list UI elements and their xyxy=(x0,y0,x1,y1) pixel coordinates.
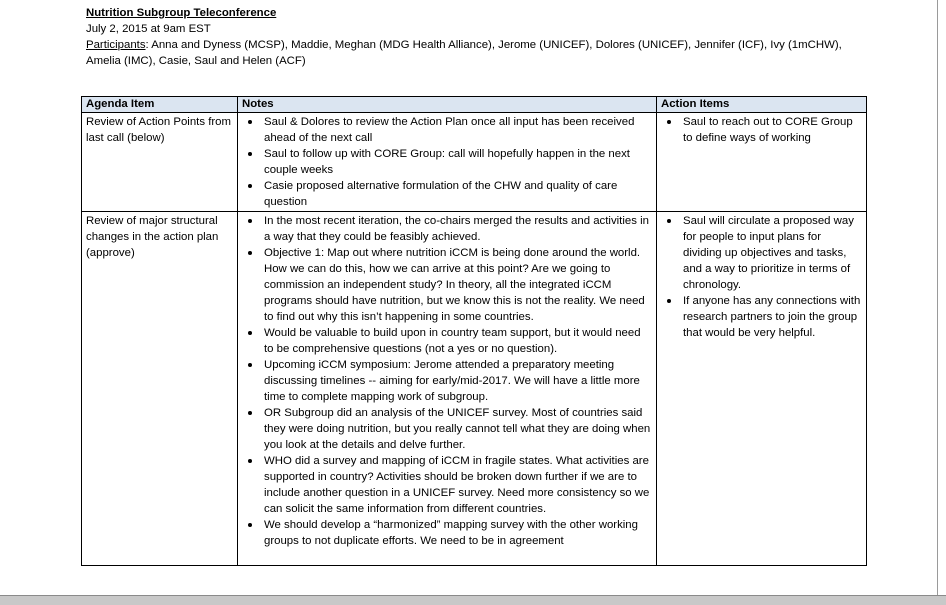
list-item: We should develop a “harmonized” mapping survey with the other working groups to not duplicate efforts. We need to be in agreement xyxy=(242,517,652,549)
list-item: Would be valuable to build upon in country team support, but it would need to be comprehensive questions (not a yes or no question). xyxy=(242,325,652,357)
participants-label: Participants xyxy=(86,39,146,51)
list-item: WHO did a survey and mapping of iCCM in fragile states. What activities are supported in country? Activities should be broken down further if we are to include another question in a UNICEF survey. Need more consistency so we can solicit the same information from different countries. xyxy=(242,453,652,517)
list-item: Saul will circulate a proposed way for people to input plans for dividing up objectives and tasks, and a way to prioritize in terms of chronology. xyxy=(661,213,862,293)
list-item: Upcoming iCCM symposium: Jerome attended a preparatory meeting discussing timelines -- aiming for early/mid-2017. We will have a little more time to complete mapping work of subgroup. xyxy=(242,357,652,405)
agenda-table xyxy=(81,96,867,566)
table-row xyxy=(82,212,867,566)
meeting-date: July 2, 2015 at 9am EST xyxy=(86,23,211,35)
header-agenda-item: Agenda Item xyxy=(82,97,238,113)
participants-line-2: Amelia (IMC), Casie, Saul and Helen (ACF) xyxy=(86,55,306,67)
participants-line-1 xyxy=(86,37,886,53)
agenda-cell: Review of major structural changes in the action plan (approve) xyxy=(82,212,238,566)
list-item: Saul to follow up with CORE Group: call will hopefully happen in the next couple weeks xyxy=(242,146,652,178)
table-row xyxy=(82,113,867,212)
participants-list: : Anna and Dyness (MCSP), Maddie, Meghan (MDG Health Alliance), Jerome (UNICEF), Dolores (UNICEF), Jennifer (ICF), Ivy (1mCHW), xyxy=(145,39,842,51)
page-right-edge xyxy=(937,0,938,604)
list-item: Casie proposed alternative formulation of the CHW and quality of care question xyxy=(242,178,652,210)
list-item: Saul to reach out to CORE Group to define ways of working xyxy=(661,114,862,146)
action-items-list xyxy=(661,213,862,341)
notes-cell xyxy=(238,113,657,212)
table-header-row xyxy=(82,97,867,113)
header-action-items: Action Items xyxy=(657,97,867,113)
action-items-cell xyxy=(657,113,867,212)
header-notes: Notes xyxy=(238,97,657,113)
list-item: If anyone has any connections with research partners to join the group that would be very helpful. xyxy=(661,293,862,341)
document-header xyxy=(86,5,886,69)
notes-list xyxy=(242,213,652,549)
list-item: Saul & Dolores to review the Action Plan once all input has been received ahead of the next call xyxy=(242,114,652,146)
action-items-cell xyxy=(657,212,867,566)
document-title: Nutrition Subgroup Teleconference xyxy=(86,7,277,19)
list-item: OR Subgroup did an analysis of the UNICEF survey. Most of countries said they were doing nutrition, but you really cannot tell what they are doing when you look at the details and delve further. xyxy=(242,405,652,453)
agenda-cell: Review of Action Points from last call (below) xyxy=(82,113,238,212)
notes-cell xyxy=(238,212,657,566)
notes-list xyxy=(242,114,652,210)
list-item: Objective 1: Map out where nutrition iCCM is being done around the world. How we can do this, how we can arrive at this point? Are we going to commission an independent study? In theory, all the integrated iCCM programs should have nutrition, but we know this is not the reality. We need to find out why this isn’t happening in some countries. xyxy=(242,245,652,325)
list-item: In the most recent iteration, the co-chairs merged the results and activities in a way that they could be feasibly achieved. xyxy=(242,213,652,245)
action-items-list xyxy=(661,114,862,146)
